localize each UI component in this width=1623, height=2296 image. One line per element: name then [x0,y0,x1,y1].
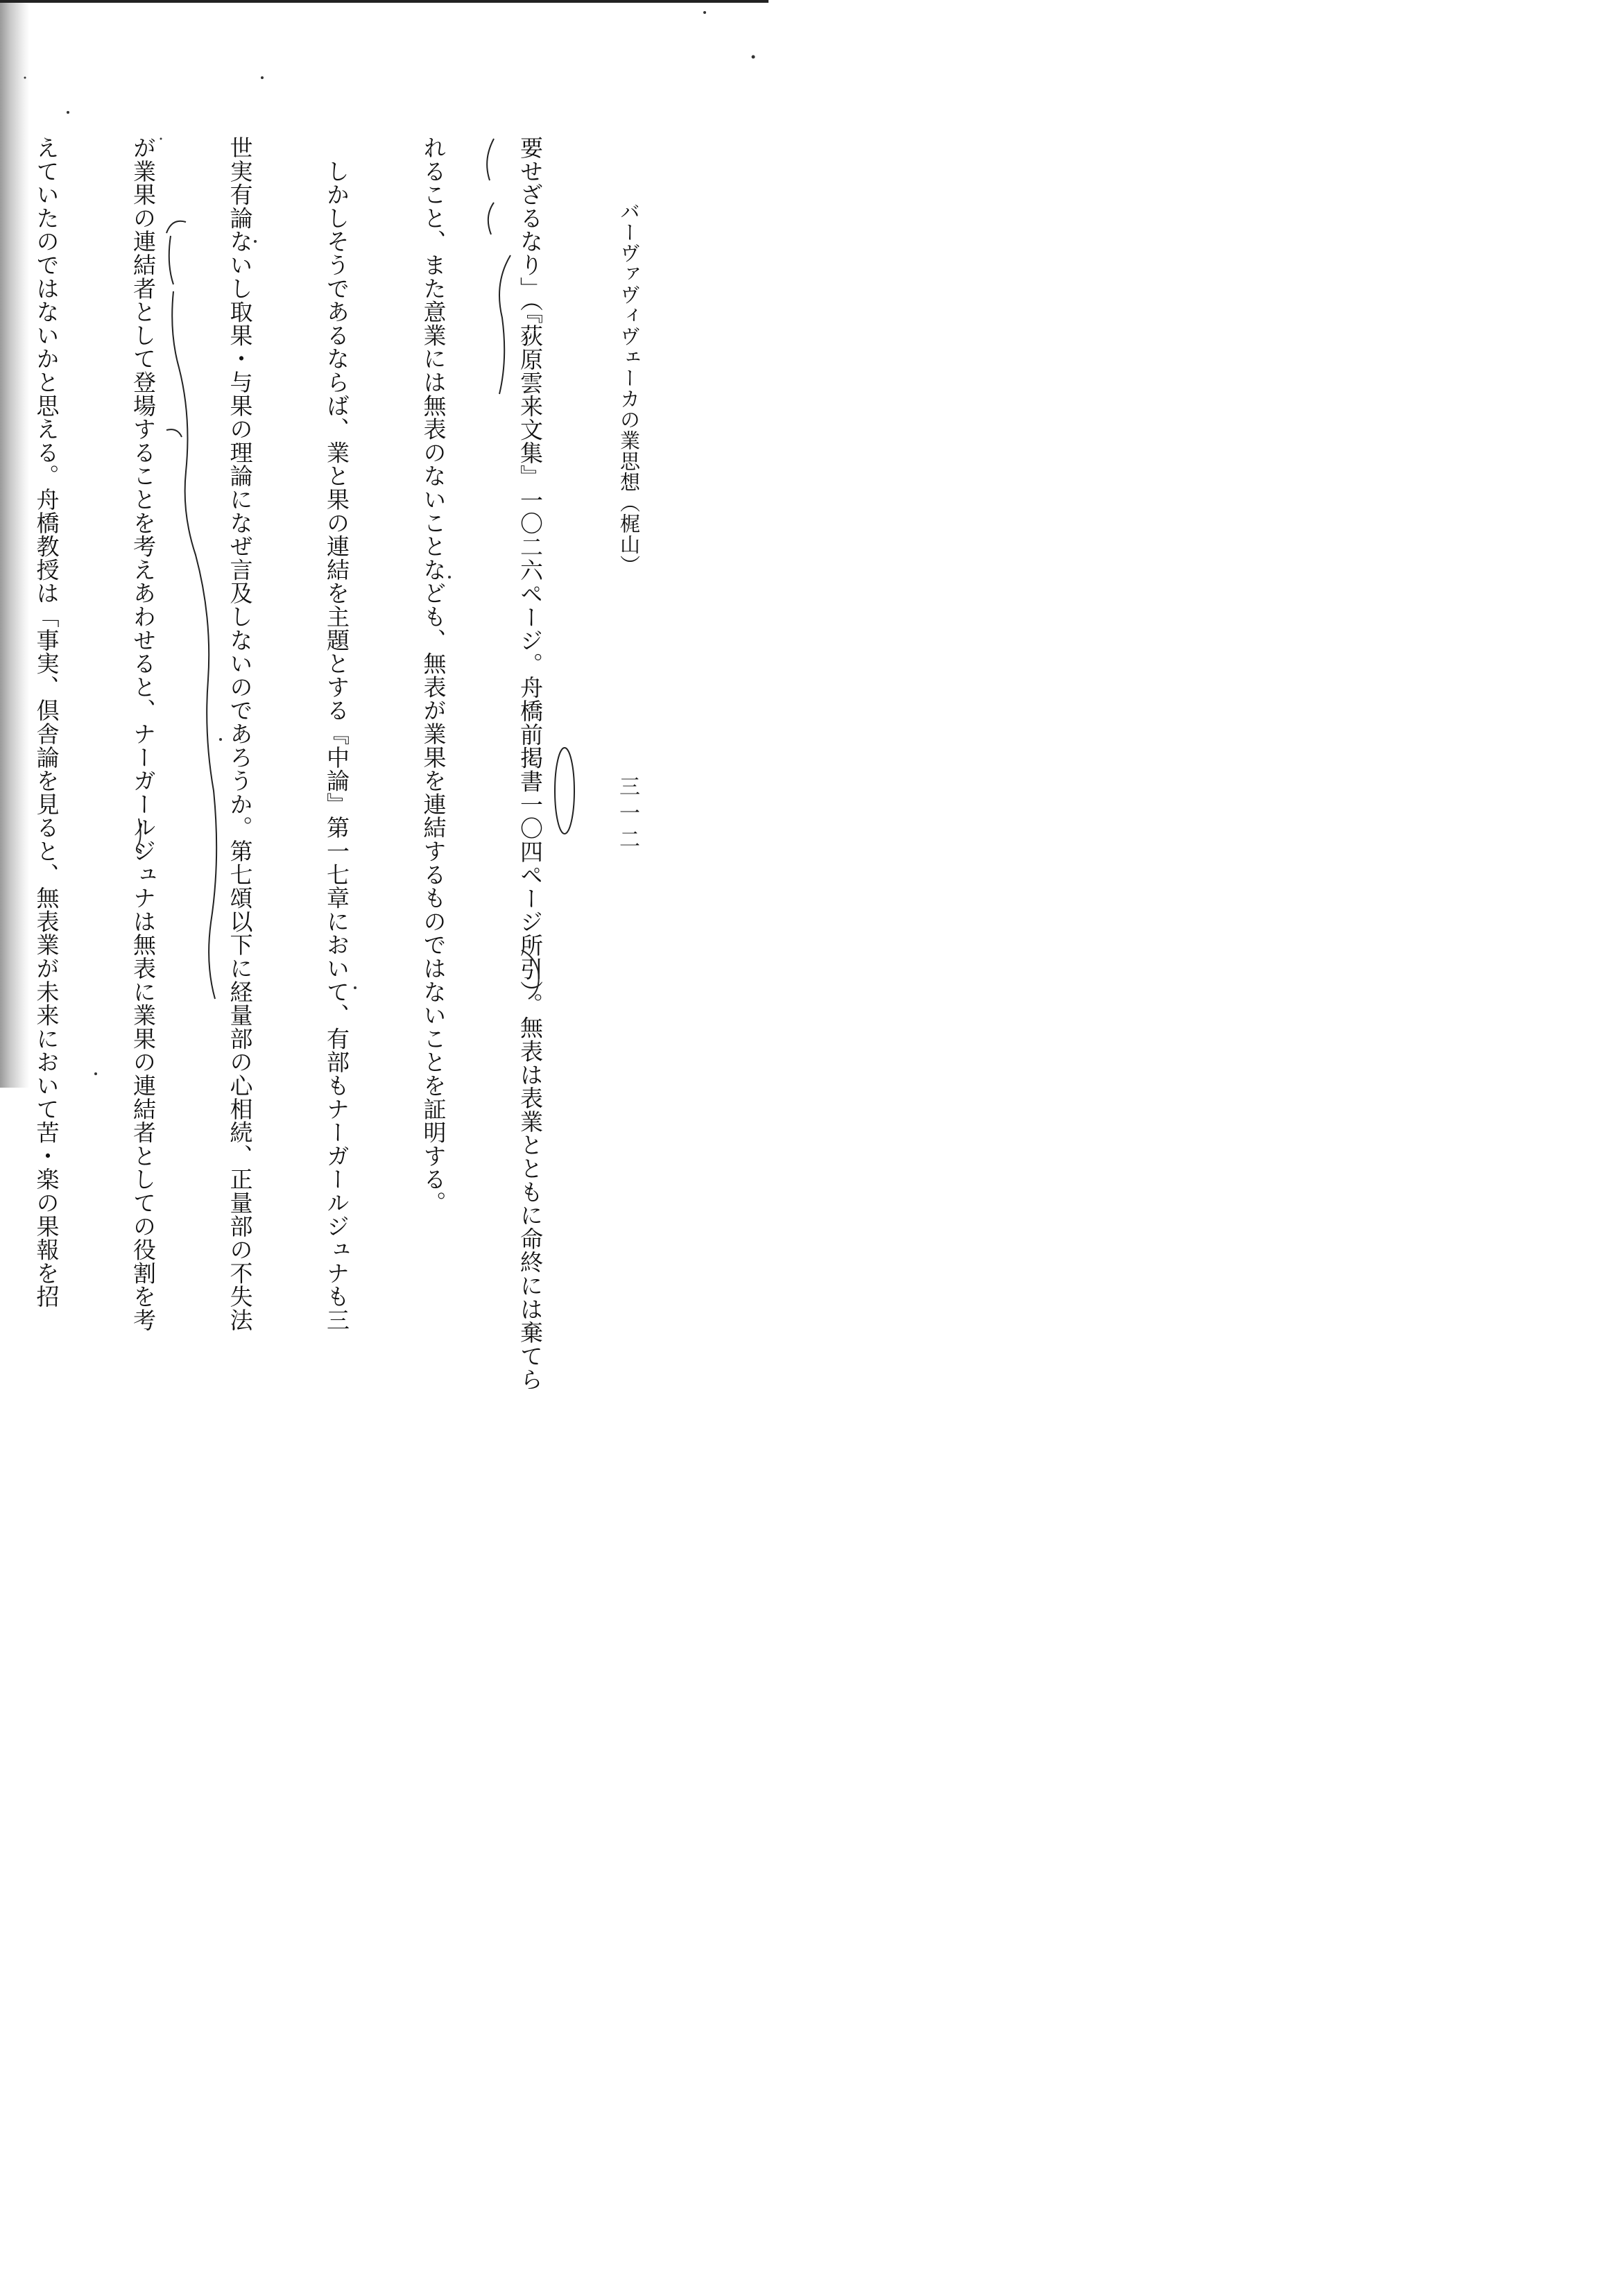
text-line: 要せざるなり」（『荻原雲来文集』一〇二六ページ。舟橋前掲書一〇四ページ所引）。無表は表業とともに命終には棄てら [517,136,544,1391]
speck [261,76,264,79]
top-border [0,0,768,3]
speck [752,55,755,59]
text-line: れること、また意業には無表のないことなども、無表が業果を連結するものではないことを証明する。 [420,136,447,1215]
text-line: 世実有論ないし取果・与果の理論になぜ言及しないのであろうか。第七頌以下に経量部の心相続、正量部の不失法 [226,136,254,1332]
speck [703,11,706,14]
body-text [33,136,610,1391]
speck [94,1072,97,1075]
text-line: が業果の連結者として登場することを考えあわせると、ナーガールジュナは無表に業果の連結者としての役割を考 [130,136,157,1332]
running-head: バーヴァヴィヴェーカの業思想（梶山） [617,201,641,576]
speck [67,111,69,114]
text-line: しかしそうであるならば、業と果の連結を主題とする『中論』第一七章において、有部もナーガールジュナも三 [323,136,350,1332]
page-number: 三一二 [615,776,639,855]
text-line: えていたのではないかと思える。舟橋教授は「事実、倶舎論を見ると、無表業が未来において苦・楽の果報を招 [33,136,60,1308]
